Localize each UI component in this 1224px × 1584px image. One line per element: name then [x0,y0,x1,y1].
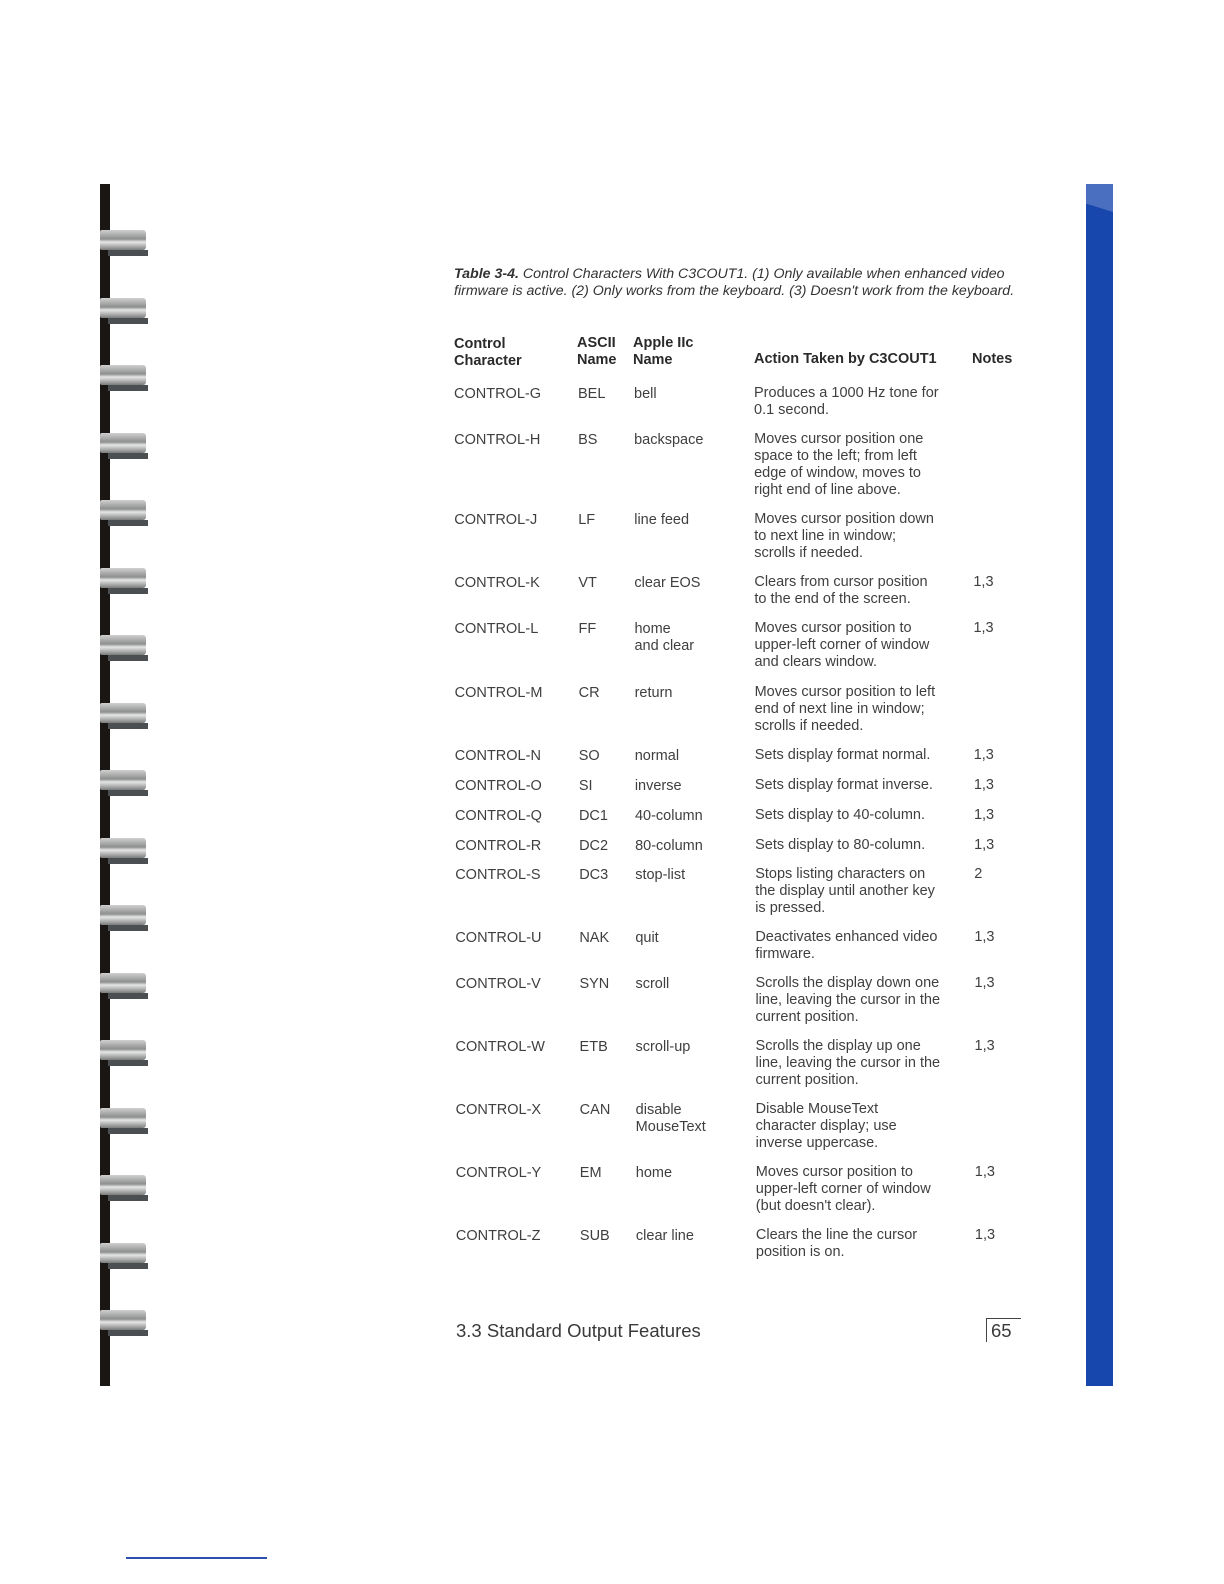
ring-shadow [108,993,148,999]
table-caption [454,266,1024,300]
ring-loop [100,838,146,858]
binding-ring [100,1108,148,1138]
cell-action: Stops listing characters on the display until another key is pressed. [755,866,935,916]
ring-shadow [108,723,148,729]
ring-loop [100,365,146,385]
ring-loop [100,905,146,925]
cell-action: Clears from cursor position to the end of the screen. [754,574,928,607]
cell-apple: 80-column [635,838,703,854]
binding-ring [100,1040,148,1070]
binding-ring [100,568,148,598]
blue-tab-notch [1086,184,1113,212]
ring-loop [100,1243,146,1263]
ring-loop [100,568,146,588]
ring-shadow [108,655,148,661]
cell-ascii: SUB [579,1228,610,1244]
blue-edge-tab [1086,184,1113,1386]
cell-control: CONTROL-M [454,685,543,701]
cell-action: Produces a 1000 Hz tone for 0.1 second. [754,385,939,418]
ring-loop [100,770,146,790]
cell-control: CONTROL-J [454,512,538,528]
ring-loop [100,703,146,723]
cell-ascii: LF [578,512,596,528]
cell-apple: normal [634,748,680,764]
cell-ascii: FF [578,621,597,637]
cell-apple: quit [635,930,659,946]
cell-apple: scroll-up [635,1039,691,1055]
ring-loop [100,635,146,655]
ring-shadow [108,790,148,796]
binding-ring [100,905,148,935]
header-ascii-name: ASCII Name [577,335,617,368]
cell-ascii: CAN [579,1102,611,1118]
cell-notes: 2 [974,866,983,882]
cell-ascii: SO [578,748,600,764]
ring-shadow [108,318,148,324]
cell-action: Disable MouseText character display; use inverse uppercase. [755,1101,897,1151]
binding-ring [100,838,148,868]
cell-ascii: NAK [579,930,610,946]
cell-ascii: BS [578,432,598,448]
cell-apple: bell [634,386,657,402]
cell-control: CONTROL-W [455,1039,545,1055]
cell-control: CONTROL-Q [454,808,542,824]
cell-apple: home [635,1165,673,1181]
cell-notes: 1,3 [973,807,995,823]
ring-loop [100,298,146,318]
cell-ascii: DC1 [578,808,608,824]
cell-action: Sets display to 80-column. [755,837,926,853]
bottom-rule [126,1557,267,1559]
ring-loop [100,1175,146,1195]
cell-control: CONTROL-L [454,621,539,637]
cell-control: CONTROL-Y [455,1165,542,1181]
cell-notes: 1,3 [973,747,994,763]
cell-apple: disable MouseText [635,1102,706,1135]
cell-notes: 1,3 [973,620,994,636]
ring-shadow [108,385,148,391]
cell-control: CONTROL-K [454,575,540,591]
cell-apple: home and clear [634,621,695,654]
cell-control: CONTROL-G [454,386,541,402]
cell-action: Sets display format inverse. [754,777,933,793]
header-apple-name: Apple IIc Name [633,335,694,368]
cell-ascii: SI [578,778,593,794]
header-control-character: Control Character [454,336,522,369]
cell-action: Moves cursor position down to next line in window; scrolls if needed. [754,511,934,561]
cell-action: Scrolls the display down one line, leaving the cursor in the current position. [755,975,941,1025]
cell-notes: 1,3 [974,1038,995,1054]
header-notes: Notes [972,351,1013,367]
ring-loop [100,230,146,250]
cell-ascii: BEL [578,386,606,402]
ring-shadow [108,1263,148,1269]
cell-action: Sets display format normal. [754,747,931,763]
cell-notes: 1,3 [974,837,995,853]
header-action: Action Taken by C3COUT1 [754,351,937,367]
ring-shadow [108,858,148,864]
cell-notes: 1,3 [974,1164,995,1180]
cell-notes: 1,3 [973,777,994,793]
ring-shadow [108,1060,148,1066]
cell-control: CONTROL-N [454,748,541,764]
ring-loop [100,1108,146,1128]
cell-apple: 40-column [634,808,703,824]
ring-shadow [108,925,148,931]
cell-control: CONTROL-Z [455,1228,541,1244]
cell-ascii: VT [578,575,597,591]
cell-apple: inverse [634,778,682,794]
cell-action: Scrolls the display up one line, leaving the cursor in the current position. [755,1038,941,1088]
cell-notes: 1,3 [974,1227,996,1243]
cell-apple: stop-list [635,867,686,883]
cell-control: CONTROL-O [454,778,542,794]
cell-control: CONTROL-R [455,838,542,854]
ring-loop [100,1310,146,1330]
cell-ascii: DC3 [579,867,609,883]
binding-ring [100,635,148,665]
ring-loop [100,500,146,520]
binding-ring [100,1175,148,1205]
binding-ring [100,500,148,530]
binding-ring [100,433,148,463]
cell-ascii: CR [578,685,600,701]
cell-ascii: DC2 [579,838,609,854]
table-caption-label: Table 3-4. [454,266,519,282]
binding-ring [100,298,148,328]
binding-ring [100,703,148,733]
cell-action: Moves cursor position to upper-left corner of window (but doesn't clear). [755,1164,931,1214]
cell-action: Sets display to 40-column. [754,807,926,823]
ring-shadow [108,453,148,459]
binding-ring [100,1243,148,1273]
table-caption-text: Control Characters With C3COUT1. (1) Only available when enhanced video firmware is active. (2) Only works from the keyboard. (3) Doesn't work from the keyboard. [454,266,1015,299]
cell-action: Moves cursor position one space to the left; from left edge of window, moves to right end of line above. [754,431,924,498]
cell-apple: clear line [635,1228,694,1244]
binding-ring [100,365,148,395]
ring-shadow [108,588,148,594]
ring-shadow [108,520,148,526]
binding-ring [100,973,148,1003]
cell-apple: clear EOS [634,575,701,591]
cell-action: Moves cursor position to upper-left corner of window and clears window. [754,620,930,670]
cell-control: CONTROL-S [455,867,541,883]
cell-notes: 1,3 [973,574,994,590]
cell-control: CONTROL-H [454,432,541,448]
ring-loop [100,973,146,993]
cell-action: Clears the line the cursor position is on. [755,1227,918,1260]
page-number: 65 [986,1318,1021,1342]
cell-notes: 1,3 [974,929,995,945]
ring-shadow [108,1195,148,1201]
cell-action: Moves cursor position to left end of next line in window; scrolls if needed. [754,684,936,734]
cell-apple: line feed [634,512,690,528]
ring-loop [100,1040,146,1060]
binding-ring [100,1310,148,1340]
cell-control: CONTROL-X [455,1102,542,1118]
ring-shadow [108,1128,148,1134]
cell-control: CONTROL-V [455,976,541,992]
cell-apple: return [634,685,673,701]
cell-apple: backspace [634,432,704,448]
ring-shadow [108,250,148,256]
cell-ascii: ETB [579,1039,608,1055]
cell-apple: scroll [635,976,670,992]
cell-action: Deactivates enhanced video firmware. [755,929,938,962]
cell-control: CONTROL-U [455,930,542,946]
ring-loop [100,433,146,453]
cell-notes: 1,3 [974,975,995,991]
section-title: 3.3 Standard Output Features [456,1320,701,1341]
binding-ring [100,230,148,260]
ring-shadow [108,1330,148,1336]
cell-ascii: SYN [579,976,610,992]
cell-ascii: EM [579,1165,602,1181]
binding-ring [100,770,148,800]
